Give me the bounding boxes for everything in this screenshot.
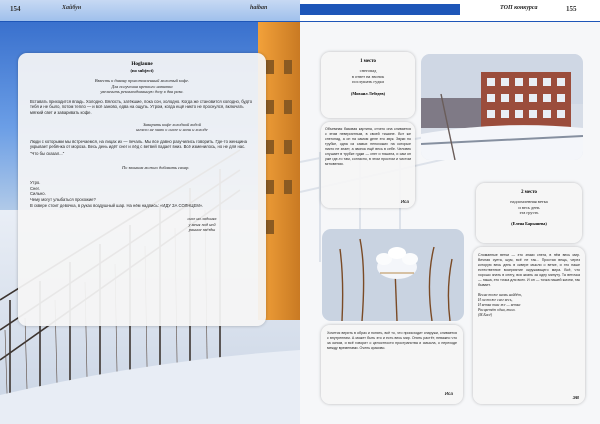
first-comment: Объемная базовая картина, отчего она сливается с этим невероятным, в своей тишине. Вот же снегопад, а он на самом деле его звук. Звуки по трубке, одна из самых непохожих на которые никто не знает, а звонок ещё весь в себе. Человек слушает в трубке гудки — снег и тишина, и сам он уже где-то там, согласно, в этом простом и чистом мгновении. [325,127,411,166]
header-bar [300,4,460,15]
haiku-1: Взвесть к дивану приготовленный молотый кофе. Для получения крепкого напитка увеличить рекомендованную дозу в два раза. [94,78,190,95]
paragraph-2: Люди с которыми мы встречаемся, на лицах их — печаль. Мы все давно разучились говорить. Где-то женщина укрывает ребёнка от мороза. Весь день идёт снег и лёд с ветвей падает вниз. Всё изменилось, но не для нас. [30,138,247,150]
bottom-right-comment: Сломанные ветки — это знаки снега, в нём весь мир. Вечная суета, шум, всё не так... Простая вещь, через которую весь день в сквере мысли о ветке, и это наше естественное восприятие окружающего мира. Всё, что хорошо знать в снегу, вся жизнь за одну минуту. Та веточка — наша, это точка для всех. И он — точка нашей жизни, так бывает. [478,253,580,287]
haibun-title: Hoglaune [131,61,153,67]
bottom-right-author: (М.Басё) [478,313,493,317]
bottom-right-comment-card [473,247,585,404]
page-number: 155 [566,5,577,13]
first-signer: Иса [400,199,409,204]
right-page [300,0,600,424]
right-header [300,0,600,22]
building-photo [421,54,583,160]
bottom-right-signer: ЭВ [572,395,579,400]
haiku-4: снег на ладонях у меня под ней ранние звёзды [187,216,217,233]
second-place-label: 2 место [521,190,537,195]
header-section: Хайбун [62,5,82,11]
bottom-left-comment-card [321,325,463,404]
first-place-card [321,52,415,118]
quote: "Что бы сказал..." [30,150,65,156]
paragraph-1: Вставать приходится впадь. Холодно. Вялость, затёкшие, пока сон, холодно. Когда же становится холодно, будто тебя и не было, потом тепло — и всё заново, едва на ощупь. Утром, когда ещё никто не проснулся, включать мягкий свет и заваривать кофе. [30,98,253,115]
bottom-left-comment: Хочется верить в образ и понять, всё то, что происходит снаружи, сливается с внутренним. А может быть это и есть весь мир. Опять растёт, неважно что за окном, и всё говорит о целостности пространства и смысла, о переходе между временами. Очень красиво. [327,331,457,350]
first-comment-card [321,122,415,208]
bottom-right-haiku: Весна тоже вновь найдёт, И он тоже снег весь, И ветка там же — ветка Расцветёт одна, тихо. (М.Басё) [478,293,580,318]
second-place-poem: надломленная ветка и весь день эта грусть [510,199,548,216]
bottom-left-signer: Иса [444,391,453,396]
page-number: 154 [10,5,21,13]
left-header [0,0,300,22]
plant-photo [322,229,464,321]
second-place-card [476,183,582,243]
haiku-3: По звонкам можно добавить сахар. [122,164,190,170]
haibun-card [18,53,266,326]
second-place-author: (Елена Барышева) [511,220,547,226]
first-place-label: 1 место [360,59,376,64]
haiku-2: Заварить кофе холодной водой ничего не знаю о снеге и ночи и холоде [136,121,208,133]
list-block: Утро. Снег. Сильно. Чему могут улыбаться прохожие? В сквере стоит девочка, в руках воздушный шар. На нём надпись: «ИДУ ЗА СОЛНЦЕМ». [30,180,204,208]
header-author: haiban [250,5,268,11]
first-place-poem: снегопад в ответ на звонок послушать гудки [351,68,385,85]
haibun-subtitle: (no subject) [130,68,154,73]
first-place-author: (Михаил Лебедев) [350,90,386,96]
header-section: ТОП конкурса [500,5,538,11]
